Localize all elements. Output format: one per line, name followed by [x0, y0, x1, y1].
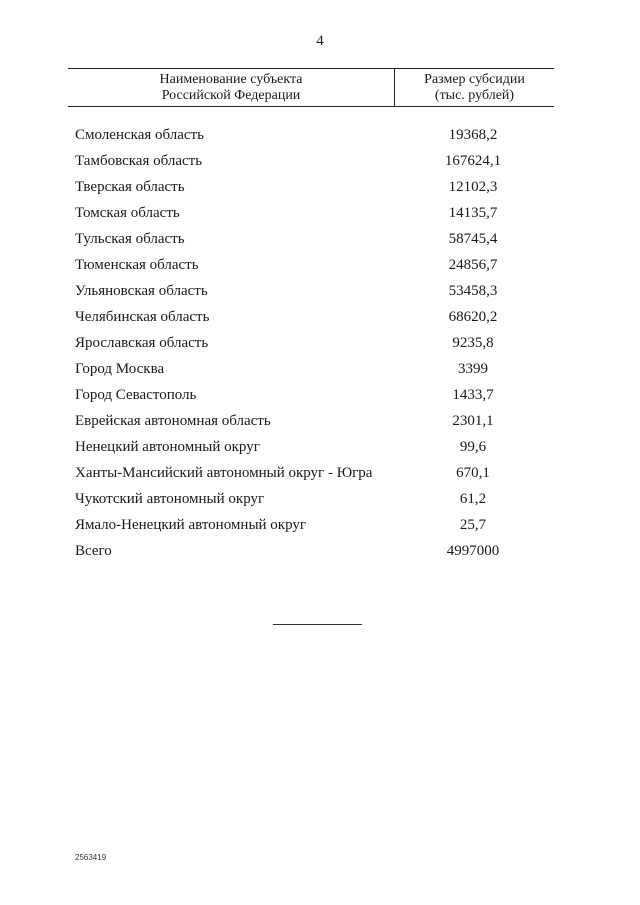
region-name: Чукотский автономный округ [75, 491, 265, 507]
subsidy-table [68, 68, 554, 559]
document-code: 2563419 [75, 853, 107, 862]
subsidy-amount: 58745,4 [448, 231, 498, 247]
subsidy-amount: 25,7 [459, 517, 487, 533]
region-name: Город Москва [75, 361, 165, 377]
table-row [75, 256, 554, 282]
subsidy-amount: 670,1 [456, 465, 490, 481]
subsidy-amount: 61,2 [459, 491, 487, 507]
region-name: Всего [75, 543, 112, 559]
region-name: Тамбовская область [75, 153, 203, 169]
subsidy-amount: 19368,2 [448, 127, 498, 143]
region-name: Челябинская область [75, 309, 210, 325]
subsidy-amount: 4997000 [446, 543, 500, 559]
table-row [75, 386, 554, 412]
region-name: Ярославская область [75, 335, 209, 351]
subsidy-amount: 2301,1 [452, 413, 494, 429]
region-name: Тверская область [75, 179, 185, 195]
table-row [75, 490, 554, 516]
region-name: Смоленская область [75, 127, 204, 143]
subsidy-amount: 99,6 [459, 439, 487, 455]
table-row [75, 516, 554, 542]
table-row [75, 360, 554, 386]
table-row [75, 334, 554, 360]
header-region-name-line-1: Наименование субъекта [159, 72, 303, 87]
page-number: 4 [316, 33, 324, 49]
table-row [75, 464, 554, 490]
region-name: Тюменская область [75, 257, 199, 273]
table-row [75, 152, 554, 178]
header-region-name-line-2: Российской Федерации [161, 88, 301, 103]
region-name: Город Севастополь [75, 387, 197, 403]
subsidy-amount: 14135,7 [448, 205, 498, 221]
table-row [75, 178, 554, 204]
table-row [75, 412, 554, 438]
subsidy-amount: 9235,8 [452, 335, 494, 351]
header-region-name [68, 72, 394, 104]
region-name: Ханты-Мансийский автономный округ - Югра [75, 465, 373, 481]
subsidy-amount: 1433,7 [452, 387, 494, 403]
region-name: Томская область [75, 205, 180, 221]
table-row [75, 204, 554, 230]
region-name: Еврейская автономная область [75, 413, 271, 429]
region-name: Ненецкий автономный округ [75, 439, 260, 455]
table-row [75, 438, 554, 464]
table-body [75, 126, 554, 568]
region-name: Тульская область [75, 231, 185, 247]
table-row [75, 542, 554, 568]
region-name: Ямало-Ненецкий автономный округ [75, 517, 307, 533]
header-subsidy-amount-line-1: Размер субсидии [424, 72, 525, 87]
table-row [75, 126, 554, 152]
subsidy-amount: 12102,3 [448, 179, 498, 195]
table-row [75, 308, 554, 334]
subsidy-amount: 53458,3 [448, 283, 498, 299]
table-row [75, 282, 554, 308]
subsidy-amount: 3399 [458, 361, 488, 377]
table-header [68, 68, 554, 107]
header-subsidy-amount [395, 72, 554, 104]
subsidy-amount: 68620,2 [448, 309, 498, 325]
region-name: Ульяновская область [75, 283, 208, 299]
table-row [75, 230, 554, 256]
subsidy-amount: 24856,7 [448, 257, 498, 273]
subsidy-amount: 167624,1 [444, 153, 502, 169]
closing-rule [273, 624, 362, 625]
header-subsidy-amount-line-2: (тыс. рублей) [434, 88, 515, 103]
